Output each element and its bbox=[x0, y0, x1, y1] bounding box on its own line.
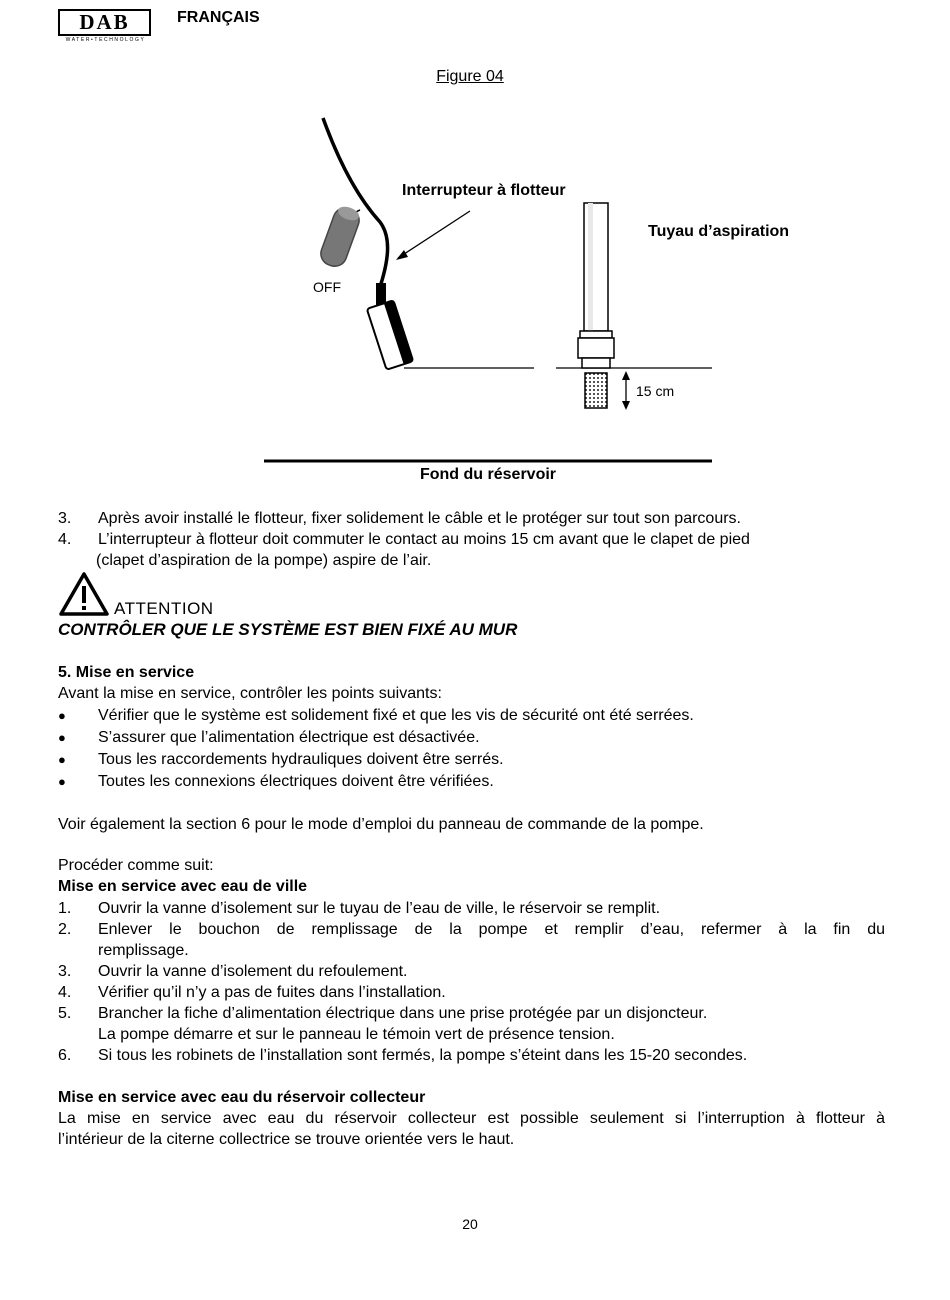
step-number: 5. bbox=[58, 1005, 72, 1022]
bullet-text: Vérifier que le système est solidement fixé et que les vis de sécurité ont été serrées. bbox=[98, 707, 694, 724]
list-item bbox=[58, 982, 885, 1003]
see-also-text: Voir également la section 6 pour le mode d’emploi du panneau de commande de la pompe. bbox=[58, 816, 704, 833]
distance-label: 15 cm bbox=[636, 383, 675, 399]
list-item bbox=[58, 1003, 885, 1045]
float-on-icon bbox=[367, 300, 413, 370]
step-number: 3. bbox=[58, 963, 72, 980]
bullet-text: S’assurer que l’alimentation électrique est désactivée. bbox=[98, 729, 480, 746]
step-text: Vérifier qu’il n’y a pas de fuites dans l’installation. bbox=[98, 984, 446, 1001]
section-heading: 5. Mise en service bbox=[58, 664, 195, 681]
warning-icon bbox=[58, 571, 110, 617]
bullet-text: Tous les raccordements hydrauliques doivent être serrés. bbox=[98, 751, 504, 768]
step-text: Enlever le bouchon de remplissage de la pompe et remplir d’eau, refermer à la fin du bbox=[98, 921, 885, 938]
step-text: L’interrupteur à flotteur doit commuter le contact au moins 15 cm avant que le clapet de pied bbox=[98, 531, 750, 548]
step-text: Ouvrir la vanne d’isolement sur le tuyau de l’eau de ville, le réservoir se remplit. bbox=[98, 900, 661, 917]
section-intro: Avant la mise en service, contrôler les points suivants: bbox=[58, 685, 442, 702]
tank-bottom-label: Fond du réservoir bbox=[419, 466, 557, 483]
step-number: 3. bbox=[58, 510, 72, 527]
figure-caption: Figure 04 bbox=[436, 68, 504, 85]
step-number: 1. bbox=[58, 900, 72, 917]
suction-pipe-label: Tuyau d’aspiration bbox=[648, 223, 790, 240]
list-item bbox=[58, 705, 885, 726]
pointer-arrow bbox=[398, 211, 470, 258]
step-number: 4. bbox=[58, 531, 72, 548]
attention-title: ATTENTION bbox=[114, 599, 214, 618]
bullet-icon: ● bbox=[58, 774, 66, 789]
step-text: Si tous les robinets de l’installation sont fermés, la pompe s’éteint dans les 15-20 secondes. bbox=[98, 1047, 748, 1064]
list-item bbox=[58, 961, 885, 982]
city-water-heading: Mise en service avec eau de ville bbox=[58, 878, 308, 895]
bullet-text: Toutes les connexions électriques doivent être vérifiées. bbox=[98, 773, 494, 790]
step-text: Après avoir installé le flotteur, fixer solidement le câble et le protéger sur tout son parcours. bbox=[98, 510, 741, 527]
step-text-continued: remplissage. bbox=[98, 942, 189, 959]
step-text-continued: (clapet d’aspiration de la pompe) aspire de l’air. bbox=[96, 552, 432, 569]
list-item bbox=[58, 771, 885, 792]
list-item bbox=[58, 749, 885, 770]
off-label: OFF bbox=[313, 279, 341, 295]
logo-text: DAB bbox=[79, 10, 130, 34]
bullet-icon: ● bbox=[58, 708, 66, 723]
list-item bbox=[58, 529, 885, 571]
tank-water-text-line1: La mise en service avec eau du réservoir collecteur est possible seulement si l’interruption à flotteur à bbox=[58, 1110, 885, 1127]
float-switch-label: Interrupteur à flotteur bbox=[402, 182, 566, 199]
step-number: 4. bbox=[58, 984, 72, 1001]
language-label: FRANÇAIS bbox=[177, 9, 260, 26]
list-item bbox=[58, 1045, 885, 1066]
list-item bbox=[58, 898, 885, 919]
tank-water-text-line2: l’intérieur de la citerne collectrice se trouve orientée vers le haut. bbox=[58, 1131, 515, 1148]
list-item bbox=[58, 508, 885, 529]
step-number: 6. bbox=[58, 1047, 72, 1064]
list-item bbox=[58, 919, 885, 961]
attention-message: CONTRÔLER QUE LE SYSTÈME EST BIEN FIXÉ AU MUR bbox=[58, 620, 518, 639]
step-text: Brancher la fiche d’alimentation électrique dans une prise protégée par un disjoncteur. bbox=[98, 1005, 708, 1022]
bullet-icon: ● bbox=[58, 752, 66, 767]
logo-subtitle: WATER•TECHNOLOGY bbox=[65, 37, 146, 43]
foot-valve-strainer-icon bbox=[585, 373, 607, 408]
page-number: 20 bbox=[462, 1216, 478, 1232]
bullet-icon: ● bbox=[58, 730, 66, 745]
step-text: Ouvrir la vanne d’isolement du refoulement. bbox=[98, 963, 408, 980]
procedure-text: Procéder comme suit: bbox=[58, 857, 214, 874]
suction-pipe-icon bbox=[578, 203, 614, 368]
step-text-continued: La pompe démarre et sur le panneau le témoin vert de présence tension. bbox=[98, 1026, 615, 1043]
cable-weight bbox=[376, 283, 386, 305]
list-item bbox=[58, 727, 885, 748]
float-off-icon bbox=[318, 203, 363, 269]
float-switch-diagram bbox=[0, 0, 950, 470]
tank-water-heading: Mise en service avec eau du réservoir collecteur bbox=[58, 1089, 426, 1106]
step-number: 2. bbox=[58, 921, 72, 938]
